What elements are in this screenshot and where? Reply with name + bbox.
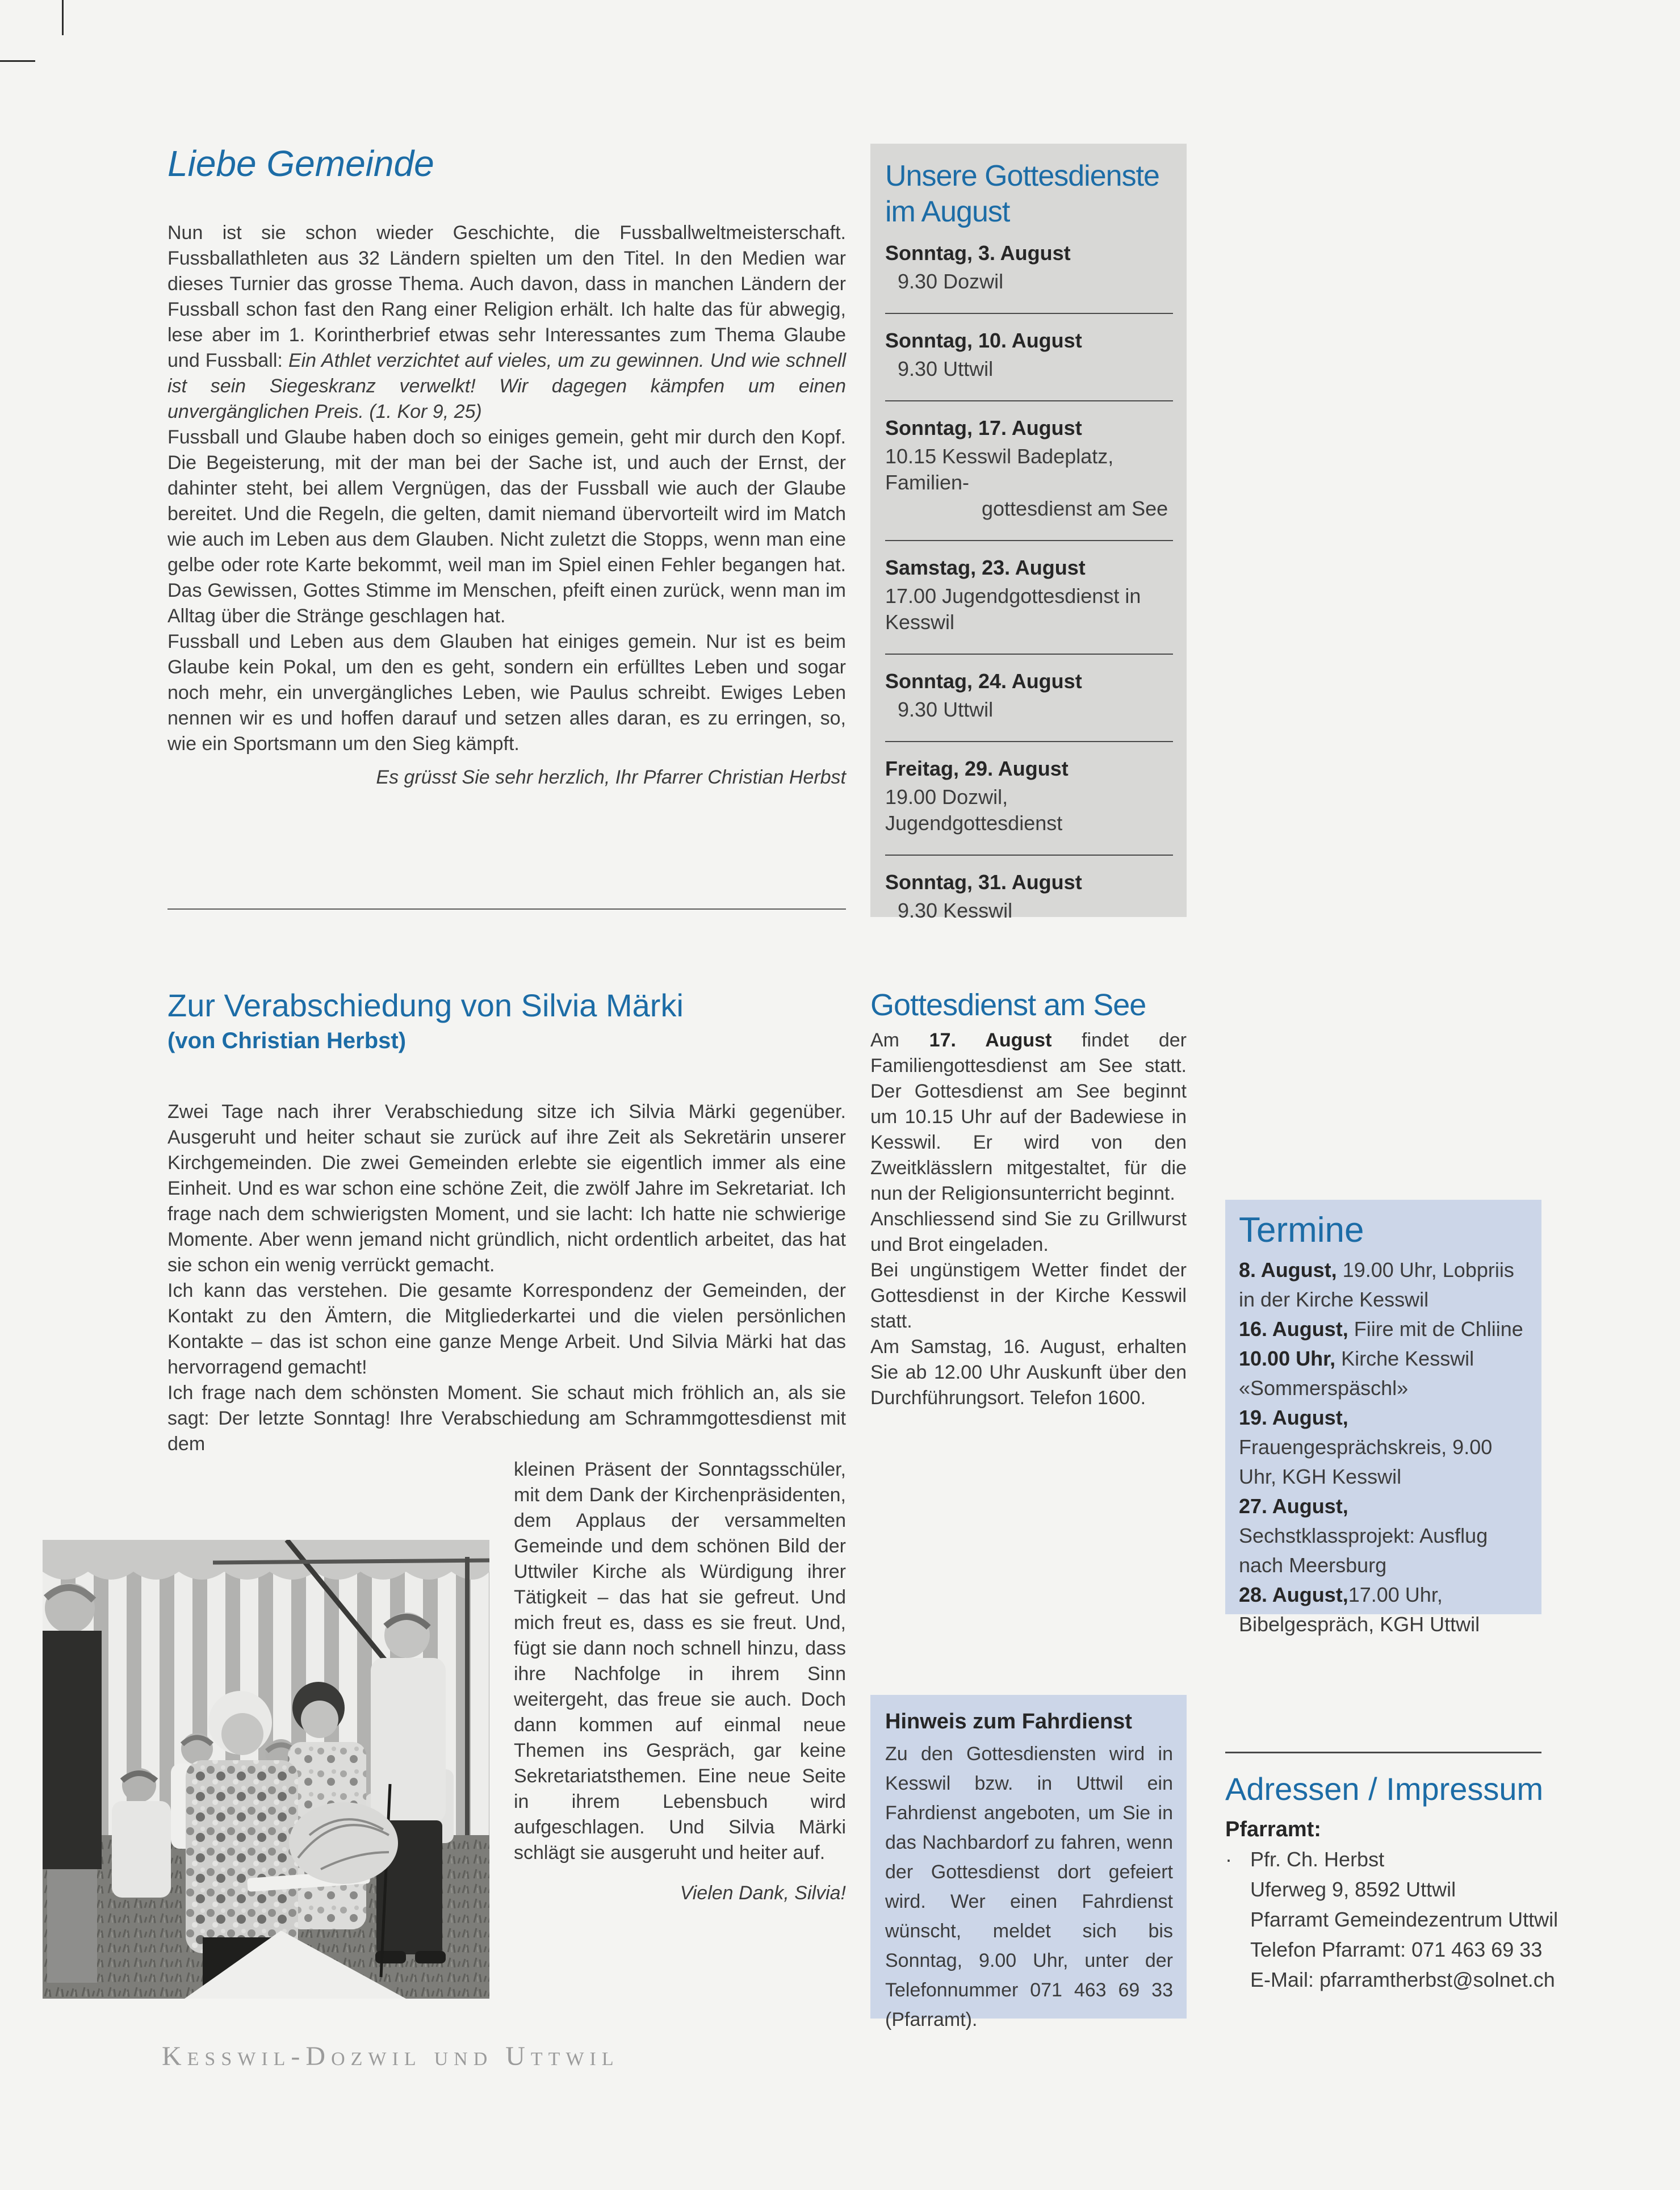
service-date: Sonntag, 10. August: [885, 329, 1082, 352]
lake-service-paragraph-1: [870, 1028, 1187, 1207]
termine-entry: [1239, 1403, 1529, 1492]
termine-box: [1225, 1200, 1541, 1636]
section-divider: [167, 908, 846, 910]
lake-service-paragraph-2: Anschliessend sind Sie zu Grillwurst und Brot eingeladen.: [870, 1208, 1187, 1255]
farewell-photo: [43, 1540, 489, 1999]
service-detail-continued: gottesdienst am See: [982, 497, 1168, 520]
termine-entry: [1239, 1492, 1529, 1580]
termine-entry: [1239, 1580, 1529, 1639]
service-detail: 9.30 Kesswil: [898, 899, 1013, 922]
fahrdienst-box-title: Hinweis zum Fahrdienst: [885, 1710, 1132, 1733]
editorial-paragraph-2: Fussball und Glaube haben doch so einiges gemein, geht mir durch den Kopf. Die Begeisterung, mit der man bei der Sache ist, und auch der Ernst, der dahinter steht, bei allem Vergnügen, das der Fussball wie auch der Glaube bereitet. Und die Regeln, die gelten, damit niemand übervorteilt wird im Match wie auch im Leben aus dem Glauben. Nicht zuletzt die Stopps, wenn man eine gelbe oder rote Karte bekommt, weil man im Spiel einen Fehler begangen hat. Das Gewissen, Gottes Stimme im Menschen, pfeift einen zurück, wenn man im Alltag über die Stränge geschlagen hat.: [167, 426, 846, 627]
impressum-title: Adressen / Impressum: [1225, 1771, 1544, 1807]
page-footer: Kesswil-Dozwil und Uttwil: [162, 2041, 619, 2071]
services-box-title: [885, 158, 1173, 230]
lake-service-section: [870, 987, 1187, 1411]
service-entry: [885, 855, 1173, 942]
service-detail: 9.30 Uttwil: [898, 357, 994, 380]
termine-date: 27. August,: [1239, 1494, 1348, 1518]
farewell-photo-image: [43, 1540, 489, 1999]
termine-list: [1239, 1255, 1529, 1639]
editorial-scripture-quote: Ein Athlet verzichtet auf vieles, um zu gewinnen. Und wie schnell ist sein Siegeskranz verwelkt! Wir dagegen kämpfen um einen unvergänglichen Preis. (1. Kor 9, 25): [167, 350, 847, 422]
editorial-signature: Es grüsst Sie sehr herzlich, Ihr Pfarrer Christian Herbst: [376, 767, 846, 788]
impressum-line: E-Mail: pfarramtherbst@solnet.ch: [1250, 1968, 1555, 1991]
termine-text: Fiire mit de Chliine: [1348, 1317, 1523, 1341]
bullet-icon: ·: [1225, 1848, 1232, 1871]
farewell-paragraph-2: Ich kann das verstehen. Die gesamte Korrespondenz der Gemeinden, der Kontakt zu den Ämtern, die Mitgliederkartei und die vielen persönlichen Kontakte – das ist schon eine ganze Menge Arbeit. Und Silvia Märki hat das hervorragend gemacht!: [167, 1280, 846, 1378]
lake-service-paragraph-3: Bei ungünstigem Wetter findet der Gottesdienst in der Kirche Kesswil statt.: [870, 1259, 1187, 1332]
services-list: [885, 240, 1173, 942]
termine-date: 16. August,: [1239, 1317, 1348, 1341]
lake-service-body: [870, 1028, 1187, 1411]
lake-service-title: Gottesdienst am See: [870, 988, 1146, 1022]
crop-mark-horizontal: [0, 60, 35, 62]
termine-date: 28. August,: [1239, 1583, 1348, 1606]
service-detail: 9.30 Dozwil: [898, 270, 1004, 293]
termine-entry: [1239, 1314, 1529, 1403]
service-entry: [885, 654, 1173, 741]
service-date: Sonntag, 31. August: [885, 870, 1082, 894]
termine-date: 19. August,: [1239, 1406, 1348, 1429]
termine-text: Kirche Kesswil «Sommerspäschl»: [1239, 1347, 1474, 1400]
impressum-label: Pfarramt:: [1225, 1818, 1321, 1841]
impressum-line: Telefon Pfarramt: 071 463 69 33: [1250, 1938, 1543, 1961]
termine-entry: [1239, 1255, 1529, 1314]
editorial-paragraph-1-text: Nun ist sie schon wieder Geschichte, die Fussballweltmeisterschaft. Fussballathleten aus 32 Ländern spielten um den Titel. In den Medien war dieses Turnier das grosse Thema. Auch davon, dass in manchen Ländern der Fussball schon fast den Rang einer Religion erhält. Ich halte das für abwegig, lese aber im 1. Korintherbrief etwas sehr Interessantes zum Thema Glaube und Fussball:: [167, 222, 846, 371]
editorial-section: [167, 142, 846, 790]
service-entry: [885, 540, 1173, 654]
farewell-paragraph-3: Ich frage nach dem schönsten Moment. Sie schaut mich fröhlich an, als sie sagt: Der letzte Sonntag! Ihre Verabschiedung am Schrammgottesdienst mit dem: [167, 1382, 846, 1455]
termine-text: 19.00 Uhr, Lobpriis in der Kirche Kesswil: [1239, 1258, 1514, 1311]
fahrdienst-box: [870, 1695, 1187, 2030]
impressum-section: [1225, 1770, 1566, 1995]
lake-p1-date: 17. August: [929, 1029, 1052, 1051]
termine-date: 8. August,: [1239, 1258, 1337, 1282]
termine-time: 10.00 Uhr,: [1239, 1347, 1336, 1370]
termine-text: Frauengesprächskreis, 9.00 Uhr, KGH Kesswil: [1239, 1435, 1493, 1488]
service-entry: [885, 240, 1173, 313]
service-entry: [885, 313, 1173, 400]
services-box-title-line1: Unsere Gottesdienste: [885, 160, 1159, 192]
farewell-paragraph-1: Zwei Tage nach ihrer Verabschiedung sitze ich Silvia Märki gegenüber. Ausgeruht und heiter schaut sie zurück auf ihre Zeit als Sekretärin unserer Kirchgemeinden. Die zwei Gemeinden erlebte sie eigentlich immer als eine Einheit. Und es war schon eine schöne Zeit, die zwölf Jahre im Sekretariat. Ich frage nach dem schwierigsten Moment, und sie lacht: Ich hatte nie schwierige Momente. Aber wenn jemand nicht gründlich, nicht ordentlich arbeitet, das hat sie schon ein wenig verrückt gemacht.: [167, 1101, 846, 1276]
farewell-title: Zur Verabschiedung von Silvia Märki: [167, 987, 684, 1023]
lake-service-paragraph-4: Am Samstag, 16. August, erhalten Sie ab 12.00 Uhr Auskunft über den Durchführungsort. Telefon 1600.: [870, 1336, 1187, 1409]
farewell-signature: Vielen Dank, Silvia!: [680, 1882, 846, 1904]
fahrdienst-box-body: Zu den Gottesdiensten wird in Kesswil bzw. in Uttwil ein Fahrdienst angeboten, um Sie in das Nachbardorf zu fahren, wenn der Gottesdienst dort gefeiert wird. Wer einen Fahrdienst wünscht, meldet sich bis Sonntag, 9.00 Uhr, unter der Telefonnummer 071 463 69 33 (Pfarramt).: [885, 1743, 1173, 2030]
impressum-line: Pfarramt Gemeindezentrum Uttwil: [1250, 1908, 1558, 1931]
termine-text: 17.00 Uhr, Bibelgespräch, KGH Uttwil: [1239, 1583, 1480, 1636]
service-entry: [885, 741, 1173, 855]
service-date: Sonntag, 17. August: [885, 416, 1082, 439]
editorial-paragraph-1: [167, 220, 846, 425]
impressum-line: Pfr. Ch. Herbst: [1250, 1848, 1385, 1871]
editorial-body: [167, 220, 846, 757]
service-detail: 10.15 Kesswil Badeplatz, Familien-: [885, 445, 1114, 494]
service-date: Freitag, 29. August: [885, 757, 1069, 780]
service-date: Sonntag, 24. August: [885, 669, 1082, 693]
termine-box-title: Termine: [1239, 1211, 1364, 1250]
editorial-paragraph-3: Fussball und Leben aus dem Glauben hat einiges gemein. Nur ist es beim Glaube kein Pokal, um den es geht, sondern ein erfülltes Leben und sogar noch mehr, ein unvergängliches Leben, wie Paulus schreibt. Ewiges Leben nennen wir es und hoffen darauf und setzen alles daran, es zu erringen, so, wie ein Sportsmann um den Sieg kämpft.: [167, 631, 846, 755]
service-entry: [885, 400, 1173, 540]
service-detail: 9.30 Uttwil: [898, 698, 994, 721]
crop-mark-vertical: [62, 0, 64, 35]
service-date: Samstag, 23. August: [885, 556, 1086, 579]
lake-p1-prefix: Am: [870, 1029, 929, 1051]
service-detail: 19.00 Dozwil, Jugendgottesdienst: [885, 785, 1063, 835]
service-detail: 17.00 Jugendgottesdienst in Kesswil: [885, 584, 1141, 634]
impressum-row: [1225, 1844, 1566, 1874]
service-date: Sonntag, 3. August: [885, 241, 1071, 265]
farewell-paragraph-3-wrapped: kleinen Präsent der Sonntagsschüler, mit dem Dank der Kirchenpräsidenten, dem Applaus der versammelten Gemeinde und dem schönen Bild der Uttwiler Kirche als Würdigung ihrer Tätigkeit – das hat sie gefreut. Und mich freut es, dass es sie freut. Und, fügt sie dann noch schnell hinzu, dass ihre Nachfolge in ihrem Sinn weitergeht, das freue sie auch. Doch dann kommen auf einmal neue Themen ins Gespräch, gar keine Sekretariatsthemen. Eine neue Seite in ihrem Lebensbuch wird aufgeschlagen. Und Silvia Märki schlägt sie ausgeruht und heiter auf.: [514, 1459, 846, 1864]
editorial-title: Liebe Gemeinde: [167, 143, 434, 184]
impressum-divider: [1225, 1752, 1541, 1753]
services-schedule-box: [870, 144, 1187, 922]
lake-p1-rest: findet der Familiengottesdienst am See statt. Der Gottesdienst am See beginnt um 10.15 Uhr auf der Badewiese in Kesswil. Er wird von den Zweitklässlern mitgestaltet, für die nun der Religionsunterricht beginnt.: [870, 1029, 1187, 1204]
impressum-line: Uferweg 9, 8592 Uttwil: [1250, 1878, 1456, 1901]
termine-text: Sechstklassprojekt: Ausflug nach Meersburg: [1239, 1524, 1488, 1577]
farewell-byline: (von Christian Herbst): [167, 1028, 407, 1053]
services-box-title-line2: im August: [885, 195, 1010, 228]
